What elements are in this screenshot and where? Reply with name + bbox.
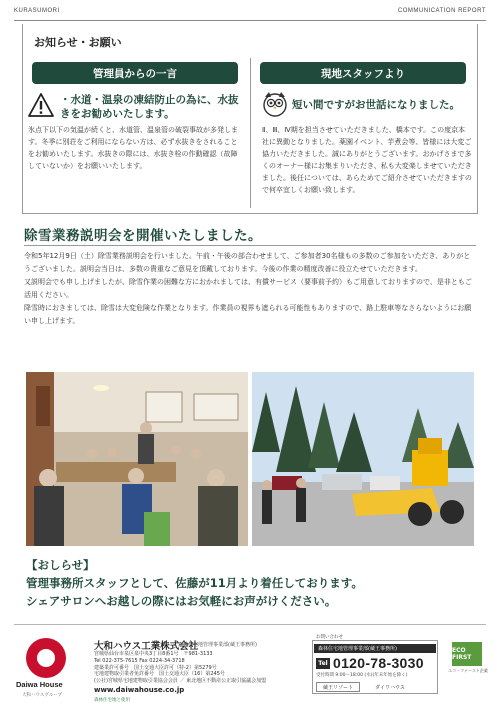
company-details xyxy=(94,651,304,685)
notice-title: お知らせ・お願い xyxy=(34,36,122,49)
brand-name: Daiwa House xyxy=(16,680,63,689)
staff-heading: 現地スタッフより xyxy=(260,62,466,84)
warning-headline: ・水道・温泉の凍結防止の為に、水抜きをお勧めいたします。 xyxy=(60,94,239,120)
header-right-label: COMMUNICATION REPORT xyxy=(397,8,486,14)
warning-icon xyxy=(28,93,54,117)
snow-section-body xyxy=(24,250,476,328)
owl-mascot-icon xyxy=(262,89,288,117)
eco-first-icon: ECO FIRST xyxy=(452,642,482,666)
snow-title-rule xyxy=(24,245,476,246)
company-name: 大和ハウス工業株式会社 xyxy=(94,641,199,652)
contact-label: お問い合わせ xyxy=(316,635,343,640)
snow-section-title: 除雪業務説明会を開催いたしました。 xyxy=(24,228,262,244)
company-department: 森林住宅地管理事業部(蔵王事務所) xyxy=(178,642,257,648)
contact-hours: 受付時間 9:00〜18:00 (水)(年末年始を除く) xyxy=(316,673,408,678)
daiwa-tag: ダイワハウス xyxy=(375,684,405,691)
toll-free-number[interactable]: 0120-78-3030 xyxy=(333,655,424,671)
warning-body: 氷点下以下の気温が続くと、水道管、温泉管の破裂事故が多発します。冬季に別荘をご利用にならない方は、必ず水抜きをされることをお勧めいたします。水抜きの際には、水抜き栓の作動確認（故障していないか）をお願いいたします。 xyxy=(28,126,238,170)
company-license-1: 建築業許可番号 国土交通大臣許可（特-2）第5279号 xyxy=(94,664,217,671)
staff-notice-line-2: シェアサロンへお越しの際にはお気軽にお声がけください。 xyxy=(26,594,337,608)
staff-notice xyxy=(26,556,476,610)
resort-tag: 蔵王リゾート xyxy=(316,682,360,692)
brand-subtitle: 大和ハウスグループ xyxy=(22,693,63,698)
footer-rule xyxy=(14,624,486,625)
tel-badge-icon: Tel xyxy=(316,658,330,669)
staff-notice-label: 【おしらせ】 xyxy=(26,558,95,572)
header-left-label: KURASUMORI xyxy=(14,8,60,14)
contact-department: 森林住宅地管理事業部(蔵王事務所) xyxy=(314,644,436,653)
staff-headline: 短い間ですがお世話になりました。 xyxy=(292,99,460,111)
manager-heading: 管理員からの一言 xyxy=(32,62,238,84)
notice-divider xyxy=(250,58,251,208)
company-address: 宮城県仙台市泉区泉中央3丁目8番1号 〒981-3133 xyxy=(94,651,213,657)
page-header xyxy=(14,8,486,20)
snow-paragraph-1: 令和5年12月9日（土）除雪業務説明会を行いました。午前・午後の部合わせまして、ご参加者30名様もの多数のご参加をいただき、ありがとうございました。説明会当日は、多数の貴重なご意見を頂戴しております。今後の作業の精度改善に役立たせていただきます。 xyxy=(24,252,471,273)
header-rule xyxy=(14,20,486,21)
company-association: (公社)宮城県宅地建物取引業協会会員 ／ 東北地区不動産公正取引協議会加盟 xyxy=(94,678,267,685)
company-web-note: 森林住宅地と使用 xyxy=(94,698,130,703)
company-license-2: 宅地建物取引業者免許番号 国土交通大臣（16）第245号 xyxy=(94,671,225,678)
snow-paragraph-2: 又説明会でも申し上げましたが、除雪作業の困難な方におかれましては、有償サービス（要事前予約）もご用意しておりますので、是非ともご活用ください。 xyxy=(24,278,472,299)
snowplow-photo xyxy=(252,372,474,546)
snow-paragraph-3: 降雪時におきましては、除雪は大変危険な作業となります。作業員の視界も遮られる可能性もありますので、路上駐車等なさらないようにお願い申し上げます。 xyxy=(24,304,472,325)
meeting-photo xyxy=(26,372,248,546)
daiwa-house-logo-icon xyxy=(26,638,66,678)
staff-notice-line-1: 管理事務所スタッフとして、佐藤が11月より着任しております。 xyxy=(26,576,363,590)
company-website-link[interactable]: www.daiwahouse.co.jp xyxy=(94,686,185,694)
company-phone-fax: Tel 022-375-7615 Fax 0224-34-3718 xyxy=(94,657,185,664)
eco-first-note: エコ・ファースト企業 xyxy=(448,668,488,673)
staff-body: Ⅱ、Ⅲ、Ⅳ期を担当させていただきました、橋本です。この度京本社に異動となりました。薬園イベント、芋煮会等、皆様には大変ご協力いただきました。誠にありがとうございます。おかげさまで多くのオーナー様にお集まりいただき、私も大変楽しませていただきました。後任については、あらためてご紹介させていただきますので何卒宜しくお願い致します。 xyxy=(262,126,472,194)
